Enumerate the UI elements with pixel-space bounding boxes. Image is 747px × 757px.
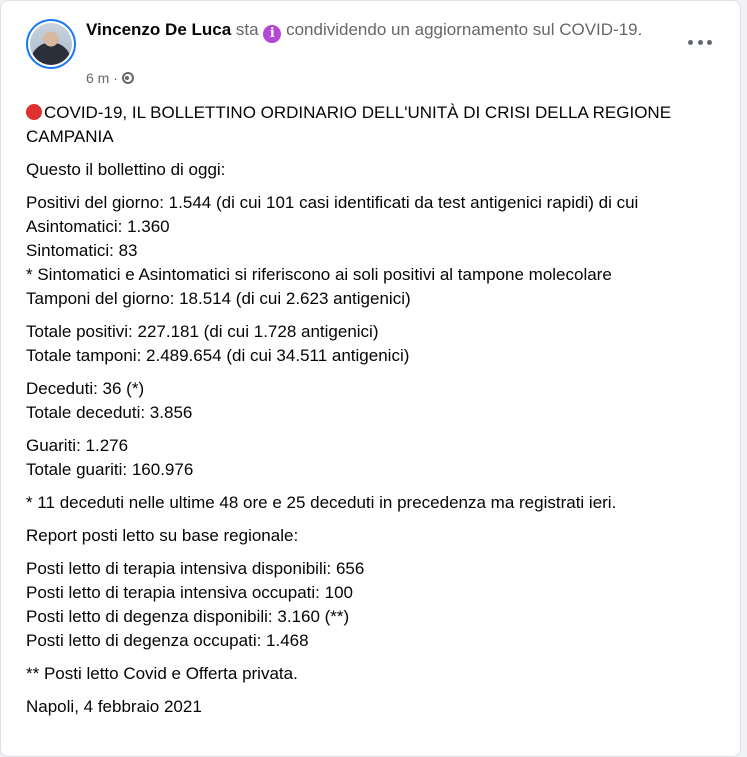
post-title-text: COVID-19, IL BOLLETTINO ORDINARIO DELL'UNITÀ DI CRISI DELLA REGIONE CAMPANIA [26,103,672,146]
post-paragraph [26,434,716,482]
post-headline [86,19,676,43]
post-line: Totale positivi: 227.181 (di cui 1.728 antigenici) [26,322,379,341]
post-paragraph [26,557,716,653]
post-line: Guariti: 1.276 [26,436,129,455]
post-line: Questo il bollettino di oggi: [26,160,226,179]
post-paragraph [26,662,716,686]
post-time[interactable]: 6 m [86,70,110,86]
status-prefix: sta [235,20,259,39]
globe-icon[interactable] [122,72,134,84]
post-line: Deceduti: 36 (*) [26,379,145,398]
post-paragraph [26,377,716,425]
post-line: Posti letto di degenza occupati: 1.468 [26,631,309,650]
post-line: Positivi del giorno: 1.544 (di cui 101 casi identificati da test antigenici rapidi) di cui [26,193,639,212]
post-paragraph [26,695,716,719]
post-paragraph [26,191,716,311]
avatar[interactable] [26,19,76,69]
post-header [26,17,720,97]
post-meta [86,69,134,87]
post-line: ** Posti letto Covid e Offerta privata. [26,664,298,683]
post-body [26,101,716,728]
author-name[interactable]: Vincenzo De Luca [86,20,232,39]
post-line: Posti letto di degenza disponibili: 3.160 (**) [26,607,350,626]
more-options-icon[interactable] [688,37,712,47]
post-line: Asintomatici: 1.360 [26,217,170,236]
post-line: Napoli, 4 febbraio 2021 [26,697,202,716]
info-icon: i [263,25,281,43]
meta-separator: · [113,70,118,86]
profile-photo [30,23,72,65]
post-line: * 11 deceduti nelle ultime 48 ore e 25 deceduti in precedenza ma registrati ieri. [26,493,617,512]
post-line: Totale tamponi: 2.489.654 (di cui 34.511 antigenici) [26,346,410,365]
post-line: Tamponi del giorno: 18.514 (di cui 2.623 antigenici) [26,289,411,308]
post-paragraph [26,491,716,515]
status-text: condividendo un aggiornamento sul COVID-19. [286,20,643,39]
post-title [26,101,716,149]
red-circle-icon [26,104,42,120]
post-paragraph [26,158,716,182]
post-line: Report posti letto su base regionale: [26,526,299,545]
post-paragraph [26,524,716,548]
post-line: Totale guariti: 160.976 [26,460,194,479]
post-paragraph [26,320,716,368]
post-line: * Sintomatici e Asintomatici si riferiscono ai soli positivi al tampone molecolare [26,265,612,284]
post-line: Totale deceduti: 3.856 [26,403,193,422]
post-line: Posti letto di terapia intensiva occupati: 100 [26,583,353,602]
post-line: Sintomatici: 83 [26,241,138,260]
post-line: Posti letto di terapia intensiva disponibili: 656 [26,559,365,578]
